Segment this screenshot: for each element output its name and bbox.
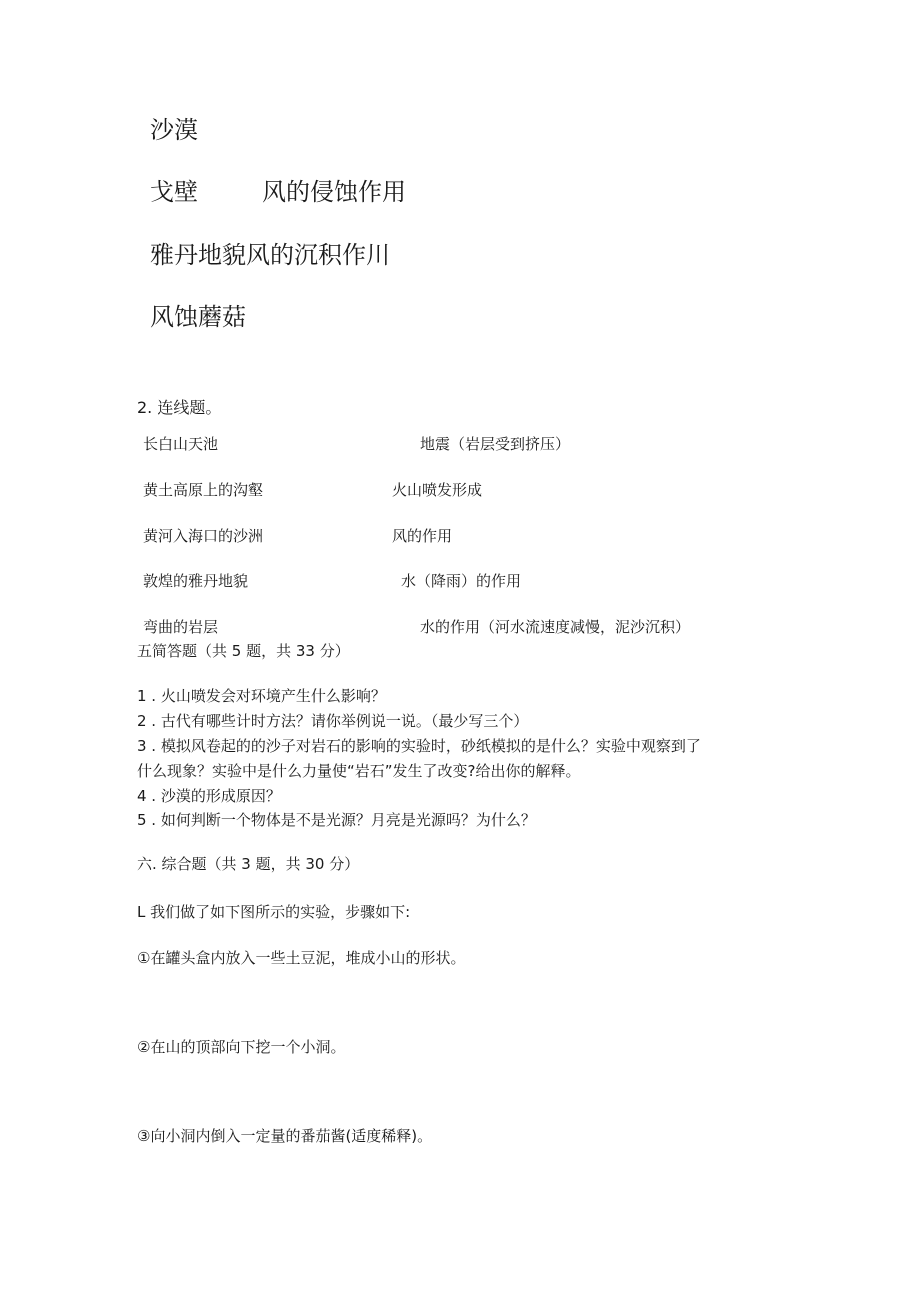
- question-5: 5 . 如何判断一个物体是不是光源？月亮是光源吗？为什么？: [137, 811, 536, 829]
- experiment-step-1: ①在罐头盒内放入一些土豆泥，堆成小山的形状。: [137, 949, 466, 967]
- section5-title: 五简答题（共 5 题，共 33 分）: [137, 642, 350, 660]
- question-1: 1 . 火山喷发会对环境产生什么影响？: [137, 687, 386, 705]
- matching-left-1: 长白山天池: [143, 435, 219, 453]
- experiment-step-2: ②在山的顶部向下挖一个小洞。: [137, 1038, 346, 1056]
- matching-left-5: 弯曲的岩层: [143, 618, 219, 636]
- question-3-line2: 什么现象？实验中是什么力量使“岩石”发生了改变?给出你的解释。: [137, 762, 581, 780]
- term-desert: 沙漠: [150, 116, 198, 144]
- matching-left-4: 敦煌的雅丹地貌: [143, 572, 249, 590]
- experiment-intro: L 我们做了如下图所示的实验，步骤如下:: [137, 903, 411, 921]
- matching-right-2: 火山喷发形成: [392, 481, 483, 499]
- question-3-line1: 3 . 模拟风卷起的的沙子对岩石的影响的实验时，砂纸模拟的是什么？实验中观察到了: [137, 737, 701, 755]
- matching-right-4: 水（降雨）的作用: [401, 572, 522, 590]
- matching-right-1: 地震（岩层受到挤压）: [420, 435, 571, 453]
- section6-title: 六. 综合题（共 3 题，共 30 分）: [137, 855, 360, 873]
- matching-title: 2. 连线题。: [137, 398, 222, 417]
- term-yardang: 雅丹地貌风的沉积作川: [150, 241, 390, 269]
- question-4: 4 . 沙漠的形成原因？: [137, 787, 281, 805]
- term-wind-erosion: 风的侵蚀作用: [262, 178, 406, 206]
- experiment-step-3: ③向小洞内倒入一定量的番茄酱(适度稀释)。: [137, 1127, 433, 1145]
- matching-right-5: 水的作用（河水流速度减慢，泥沙沉积）: [420, 618, 691, 636]
- matching-right-3: 风的作用: [392, 527, 453, 545]
- term-gobi: 戈壁: [150, 178, 198, 206]
- matching-left-2: 黄土高原上的沟壑: [143, 481, 264, 499]
- term-mushroom-rock: 风蚀蘑菇: [150, 303, 246, 331]
- matching-left-3: 黄河入海口的沙洲: [143, 527, 264, 545]
- question-2: 2 . 古代有哪些计时方法？请你举例说一说。（最少写三个）: [137, 712, 529, 730]
